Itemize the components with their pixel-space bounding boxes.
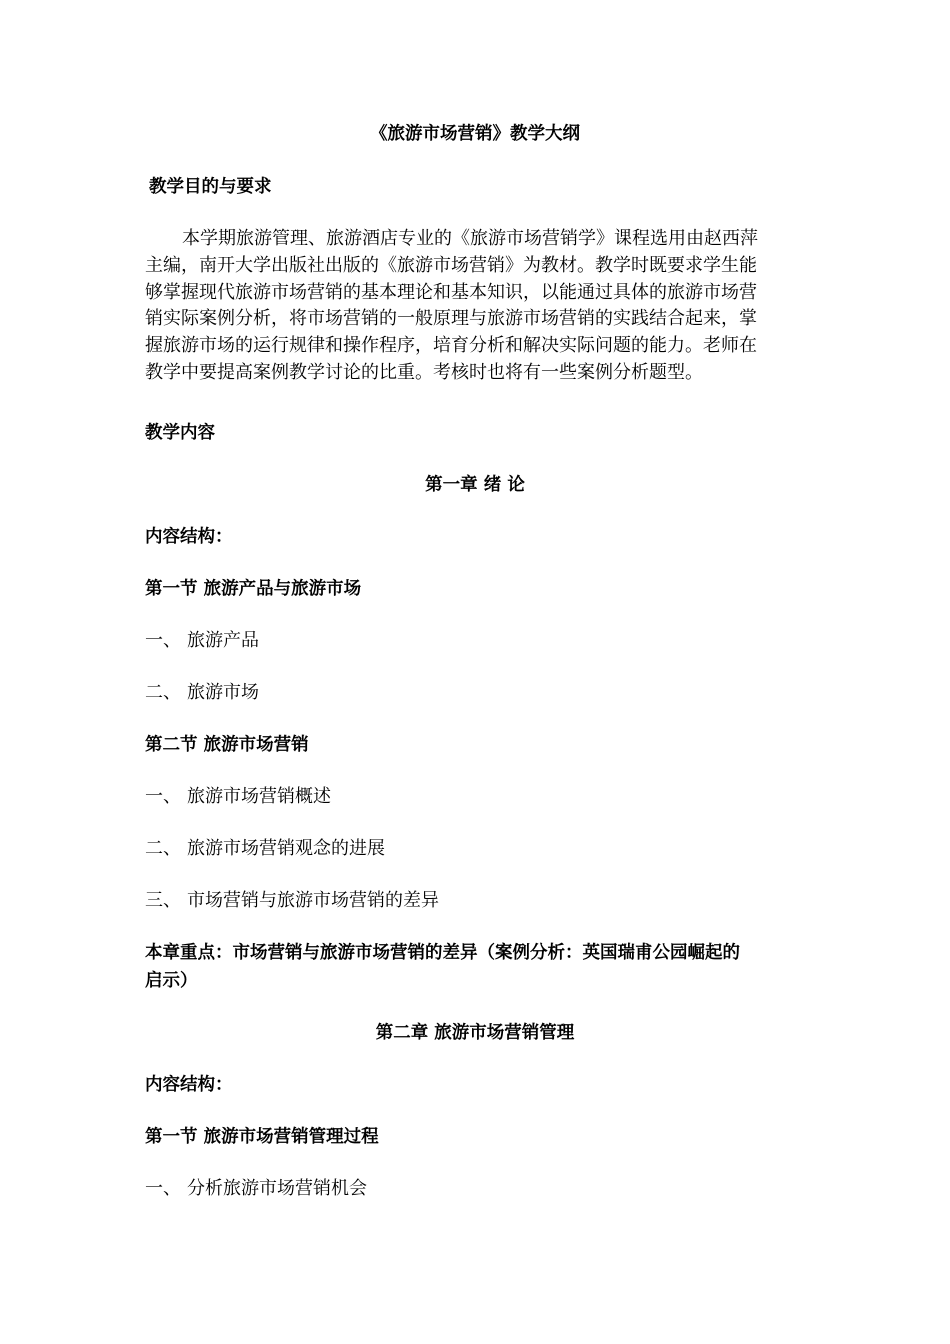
objectives-heading: 教学目的与要求: [149, 177, 272, 197]
chapter1-section1-title: 第一节 旅游产品与旅游市场: [145, 579, 362, 599]
chapter1-key-point-line: 启示）: [145, 971, 198, 991]
list-number: 一、: [145, 1178, 181, 1199]
list-number: 二、: [145, 838, 181, 859]
document-title: 《旅游市场营销》教学大纲: [370, 124, 580, 144]
chapter1-structure-label: 内容结构：: [145, 527, 233, 547]
paragraph-line: 销实际案例分析，将市场营销的一般原理与旅游市场营销的实践结合起来，掌: [145, 308, 757, 330]
list-text: 分析旅游市场营销机会: [187, 1178, 367, 1199]
list-item: [145, 628, 259, 654]
list-item: [145, 680, 259, 706]
list-number: 二、: [145, 682, 181, 703]
paragraph-line: 本学期旅游管理、旅游酒店专业的《旅游市场营销学》课程选用由赵西萍: [182, 228, 758, 249]
list-number: 一、: [145, 786, 181, 807]
chapter2-title: 第二章 旅游市场营销管理: [375, 1023, 575, 1043]
chapter2-section1-title: 第一节 旅游市场营销管理过程: [145, 1127, 379, 1147]
content-heading: 教学内容: [145, 423, 215, 443]
list-item: [145, 888, 439, 914]
list-text: 市场营销与旅游市场营销的差异: [187, 890, 439, 911]
chapter2-structure-label: 内容结构：: [145, 1075, 233, 1095]
chapter1-key-point-line: 本章重点：市场营销与旅游市场营销的差异（案例分析：英国瑞甫公园崛起的: [145, 943, 740, 963]
list-item: [145, 836, 385, 862]
objectives-paragraph: [145, 226, 810, 387]
paragraph-line: 教学中要提高案例教学讨论的比重。考核时也将有一些案例分析题型。: [145, 361, 703, 383]
list-number: 三、: [145, 890, 181, 911]
chapter1-section2-title: 第二节 旅游市场营销: [145, 735, 309, 755]
list-item: [145, 784, 331, 810]
list-item: [145, 1176, 367, 1202]
chapter1-title: 第一章 绪 论: [425, 475, 525, 495]
paragraph-line: 主编，南开大学出版社出版的《旅游市场营销》为教材。教学时既要求学生能: [145, 254, 757, 276]
paragraph-line: 握旅游市场的运行规律和操作程序，培育分析和解决实际问题的能力。老师在: [145, 335, 757, 357]
list-number: 一、: [145, 630, 181, 651]
paragraph-line: 够掌握现代旅游市场营销的基本理论和基本知识，以能通过具体的旅游市场营: [145, 281, 757, 303]
list-text: 旅游产品: [187, 630, 259, 651]
list-text: 旅游市场: [187, 682, 259, 703]
list-text: 旅游市场营销概述: [187, 786, 331, 807]
list-text: 旅游市场营销观念的进展: [187, 838, 385, 859]
